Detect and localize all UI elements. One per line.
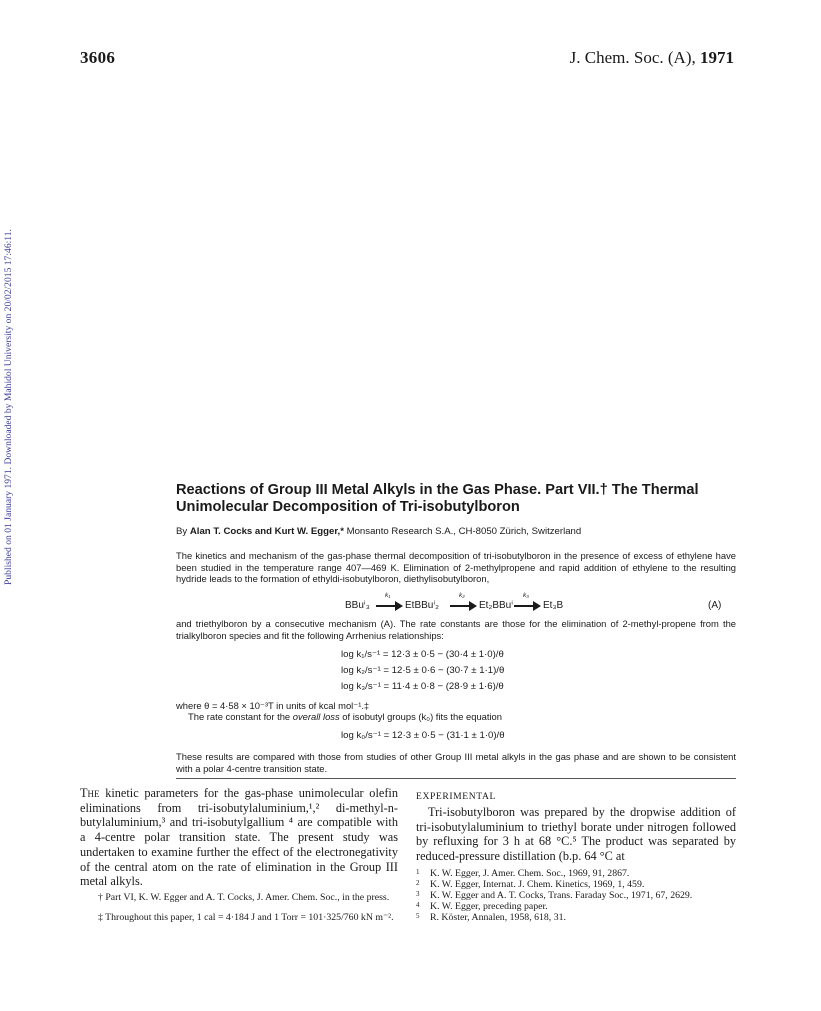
reference-text: K. W. Egger, J. Amer. Chem. Soc., 1969, 91, 2867. bbox=[430, 868, 630, 879]
reference-number: 3 bbox=[416, 890, 420, 898]
authors-by: By bbox=[176, 526, 188, 537]
abstract-paragraph-1: The kinetics and mechanism of the gas-phase thermal decomposition of tri-isobutylboron in the presence of excess of ethylene have been studied in the temperature range 407—469 K. Elimination of 2-methylpropene and rapid addition of ethylene to the resulting hydride leads to the formation of ethyldi-isobutylboron, diethylisobutylboron, bbox=[176, 550, 736, 584]
section-heading-experimental: EXPERIMENTAL bbox=[416, 791, 496, 802]
abstract-paragraph-2: and triethylboron by a consecutive mechanism (A). The rate constants are those for the elimination of 2-methyl-propene from the trialkylboron species and fit the following Arrhenius relationships: bbox=[176, 618, 736, 641]
download-side-note[interactable]: Published on 01 January 1971. Downloaded by Mahidol University on 20/02/2015 17:46:11. bbox=[3, 229, 14, 585]
page-number: 3606 bbox=[80, 48, 116, 67]
article-title: Reactions of Group III Metal Alkyls in the Gas Phase. Part VII.† The Thermal Unimolecular Decomposition of Tri-isobutylboron bbox=[176, 482, 699, 515]
reference-number: 5 bbox=[416, 912, 420, 920]
overall-loss-emphasis: overall loss bbox=[292, 711, 340, 722]
abstract-divider bbox=[176, 778, 736, 779]
footnote-double-dagger: ‡ Throughout this paper, 1 cal = 4·184 J and 1 Torr = 101·325/760 kN m⁻². bbox=[98, 912, 394, 923]
arrhenius-equation-2: log k₂/s⁻¹ = 12·5 ± 0·6 − (30·7 ± 1·1)/θ bbox=[341, 665, 505, 676]
arrhenius-equation-3: log k₃/s⁻¹ = 11·4 ± 0·8 − (28·9 ± 1·6)/θ bbox=[341, 681, 504, 692]
author-names: Alan T. Cocks and Kurt W. Egger,* bbox=[189, 526, 344, 537]
species-1: BBuⁱ₃ bbox=[345, 600, 370, 611]
reference-item bbox=[416, 879, 736, 890]
scheme-label: (A) bbox=[708, 600, 722, 611]
reference-number: 1 bbox=[416, 868, 420, 876]
reference-number: 4 bbox=[416, 901, 420, 909]
journal-name: J. Chem. Soc. (A), bbox=[569, 48, 696, 67]
arrhenius-equation-overall: log k₀/s⁻¹ = 12·3 ± 0·5 − (31·1 ± 1·0)/θ bbox=[341, 730, 505, 741]
author-line bbox=[176, 526, 736, 537]
affiliation: Monsanto Research S.A., CH-8050 Zürich, Switzerland bbox=[346, 526, 582, 537]
arrow-head bbox=[533, 601, 541, 611]
rate-constant-k1: k₁ bbox=[385, 592, 391, 599]
species-4: Et₃B bbox=[543, 600, 564, 611]
rate-constant-k3: k₃ bbox=[523, 592, 529, 599]
arrow-head bbox=[395, 601, 403, 611]
reference-item bbox=[416, 912, 736, 923]
reaction-arrow-1 bbox=[376, 592, 404, 610]
reference-item bbox=[416, 901, 736, 912]
abstract-paragraph-3 bbox=[176, 711, 736, 723]
reference-item bbox=[416, 868, 736, 879]
body-left-column bbox=[80, 786, 398, 889]
arrow-head bbox=[469, 601, 477, 611]
body-lead-word: The bbox=[80, 786, 100, 800]
species-2: EtBBuⁱ₂ bbox=[405, 600, 440, 611]
overall-loss-pre: The rate constant for the bbox=[188, 711, 291, 722]
reference-text: K. W. Egger, preceding paper. bbox=[430, 901, 548, 912]
reaction-arrow-3 bbox=[514, 592, 542, 610]
arrhenius-equation-1: log k₁/s⁻¹ = 12·3 ± 0·5 − (30·4 ± 1·0)/θ bbox=[341, 649, 504, 660]
reaction-scheme bbox=[0, 594, 821, 616]
reference-list bbox=[416, 868, 736, 923]
abstract-paragraph-4: These results are compared with those from studies of other Group III metal alkyls in the gas phase and are shown to be consistent with a polar 4-centre transition state. bbox=[176, 751, 736, 774]
theta-definition: where θ = 4·58 × 10⁻³T in units of kcal mol⁻¹.‡ bbox=[176, 700, 370, 711]
body-left-text: kinetic parameters for the gas-phase unimolecular olefin eliminations from tri-isobutylaluminium,¹,² di-methyl-n-butylaluminium,³ and tri-isobutylgallium ⁴ are compatible with a 4-centre polar transition state. The present study was undertaken to examine further the effect of the electronegativity of the central atom on the rate of elimination in the Group III metal alkyls. bbox=[80, 786, 398, 889]
reaction-arrow-2 bbox=[450, 592, 478, 610]
journal-year: 1971 bbox=[700, 48, 734, 67]
reference-number: 2 bbox=[416, 879, 420, 887]
reference-text: R. Köster, Annalen, 1958, 618, 31. bbox=[430, 912, 566, 923]
overall-loss-post: of isobutyl groups (k₀) fits the equation bbox=[342, 711, 502, 722]
species-3: Et₂BBuⁱ bbox=[479, 600, 514, 611]
footnote-dagger: † Part VI, K. W. Egger and A. T. Cocks, J. Amer. Chem. Soc., in the press. bbox=[98, 892, 390, 903]
reference-item bbox=[416, 890, 736, 901]
body-right-column: Tri-isobutylboron was prepared by the dropwise addition of tri-isobutylaluminium to triethyl borate under nitrogen followed by refluxing for 3 h at 68 °C.⁵ The product was separated by reduced-pressure distillation (b.p. 64 °C at bbox=[416, 805, 736, 864]
rate-constant-k2: k₂ bbox=[459, 592, 465, 599]
reference-text: K. W. Egger, Internat. J. Chem. Kinetics, 1969, 1, 459. bbox=[430, 879, 645, 890]
journal-reference bbox=[570, 48, 734, 68]
reference-text: K. W. Egger and A. T. Cocks, Trans. Faraday Soc., 1971, 67, 2629. bbox=[430, 890, 693, 901]
